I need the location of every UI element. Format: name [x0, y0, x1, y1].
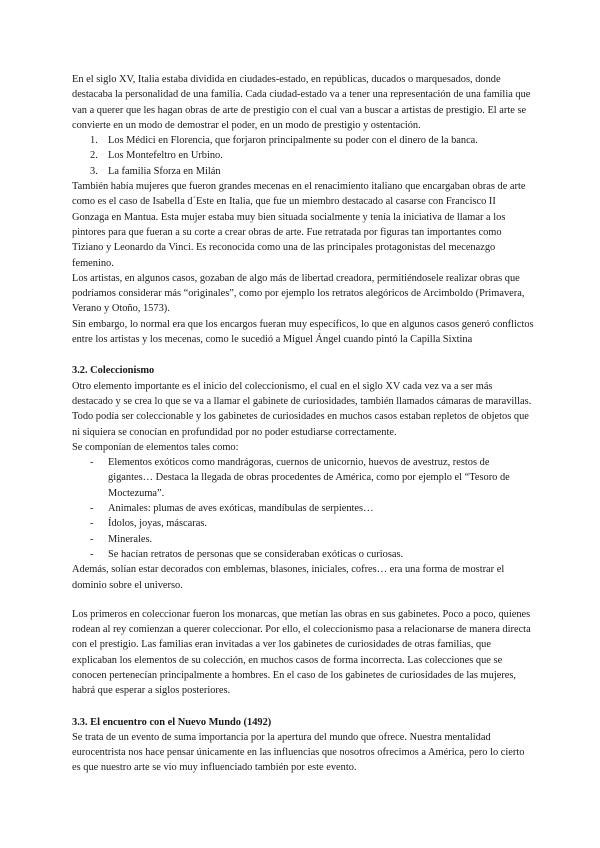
list-item-text: Los Médici en Florencia, que forjaron principalmente su poder con el dinero de la banca.	[108, 135, 478, 147]
list-item-text: La familia Sforza en Milán	[108, 165, 221, 177]
list-item-text: Se hacían retratos de personas que se consideraban exóticas o curiosas.	[108, 548, 404, 560]
coleccionismo-paragraph-4: Los primeros en coleccionar fueron los monarcas, que metían las obras en sus gabinetes. Poco a poco, quienes rodean al rey comienzan a querer coleccionar. Por ello, el coleccionismo pasa a relacionarse de manera directa con el prestigio. Las familias eran invitadas a ver los gabinetes de curiosidades de otras familias, que explicaban los elementos de su colección, en muchos casos de forma incorrecta. Las colecciones que se conocen pertenecían principalmente a hombres. En el caso de los gabinetes de curiosidades de las mujeres, habrá que esperar a siglos posteriores.	[72, 608, 531, 697]
coleccionismo-paragraph-2: Se componían de elementos tales como:	[72, 441, 239, 453]
list-item	[72, 516, 534, 531]
list-item-text: Minerales.	[108, 533, 153, 545]
intro-paragraph-4: Sin embargo, lo normal era que los encargos fueran muy específicos, lo que en algunos casos generó conflictos entre los artistas y los mecenas, como le sucedió a Miguel Ángel cuando pintó la Capilla Sixtina	[72, 318, 534, 346]
list-item-text: Animales: plumas de aves exóticas, mandíbulas de serpientes…	[108, 503, 374, 515]
list-dash: -	[90, 548, 94, 560]
nuevo-mundo-paragraph-1: Se trata de un evento de suma importancia por la apertura del mundo que ofrece. Nuestra mentalidad eurocentrista nos hace pensar únicamente en las influencias que nosotros ofrecimos a América, pero lo cierto es que nuestro arte se vio muy influenciado también por este evento.	[72, 731, 525, 774]
list-item	[72, 164, 534, 179]
elements-list	[72, 455, 534, 562]
intro-paragraph-1: En el siglo XV, Italia estaba dividida en ciudades-estado, en repúblicas, ducados o marquesados, donde destacaba la personalidad de una familia. Cada ciudad-estado va a tener una representación de una familia que van a querer que les hagan obras de arte de prestigio con el cual van a buscar a artistas de prestigio. El arte se convierte en un modo de demostrar el poder, en un modo de prestigio y ostentación.	[72, 74, 531, 131]
list-item-text: Elementos exóticos como mandrágoras, cuernos de unicornio, huevos de avestruz, restos de gigantes… Destaca la llegada de obras procedentes de América, como por ejemplo el “Tesoro de Moctezuma”.	[108, 457, 510, 499]
list-item	[72, 532, 534, 547]
coleccionismo-paragraph-3: Además, solían estar decorados con emblemas, blasones, iniciales, cofres… era una forma de mostrar el dominio sobre el universo.	[72, 564, 505, 591]
list-item-text: Los Montefeltro en Urbino.	[108, 150, 223, 162]
spacer	[72, 593, 534, 607]
intro-paragraph-2: También había mujeres que fueron grandes mecenas en el renacimiento italiano que encargaban obras de arte como es el caso de Isabella d´Este en Italia, que fue un miembro destacado al casarse con Francisco II Gonzaga en Mantua. Esta mujer estaba muy bien situada socialmente y tenía la iniciativa de llamar a los pintores para que fueran a su corte a crear obras de arte. Fue retratada por figuras tan importantes como Tiziano y Leonardo da Vinci. Es reconocida como una de las principales protagonistas del mecenazgo femenino.	[72, 181, 526, 269]
list-item	[72, 133, 534, 148]
list-dash: -	[90, 533, 94, 545]
list-item	[72, 148, 534, 163]
spacer	[72, 699, 534, 713]
list-dash: -	[90, 503, 94, 515]
list-item	[72, 501, 534, 516]
families-list	[72, 133, 534, 179]
list-item-text: Ídolos, joyas, máscaras.	[108, 518, 207, 530]
section-heading-coleccionismo: 3.2. Coleccionismo	[72, 365, 155, 377]
list-dash: -	[90, 518, 94, 530]
coleccionismo-paragraph-1: Otro elemento importante es el inicio del coleccionismo, el cual en el siglo XV cada vez va a ser más destacado y se crea lo que se va a llamar el gabinete de curiosidades, también llamados cámaras de maravillas. Todo podía ser coleccionable y los gabinetes de curiosidades en muchos casos estaban repletos de objetos que ni siquiera se conocían en profundidad por no poder estudiarse correctamente.	[72, 380, 532, 438]
intro-paragraph-3: Los artistas, en algunos casos, gozaban de algo más de libertad creadora, permitiéndosele realizar obras que podríamos considerar más “originales”, como por ejemplo los retratos alegóricos de Arcimboldo (Primavera, Verano y Otoño, 1573).	[72, 272, 525, 315]
list-dash: -	[90, 457, 94, 469]
list-number: 1.	[90, 135, 98, 147]
list-number: 3.	[90, 165, 98, 177]
spacer	[72, 347, 534, 361]
list-number: 2.	[90, 150, 98, 162]
list-item	[72, 455, 534, 501]
list-item	[72, 547, 534, 562]
section-heading-nuevo-mundo: 3.3. El encuentro con el Nuevo Mundo (1492)	[72, 716, 272, 728]
document-page	[72, 72, 534, 776]
